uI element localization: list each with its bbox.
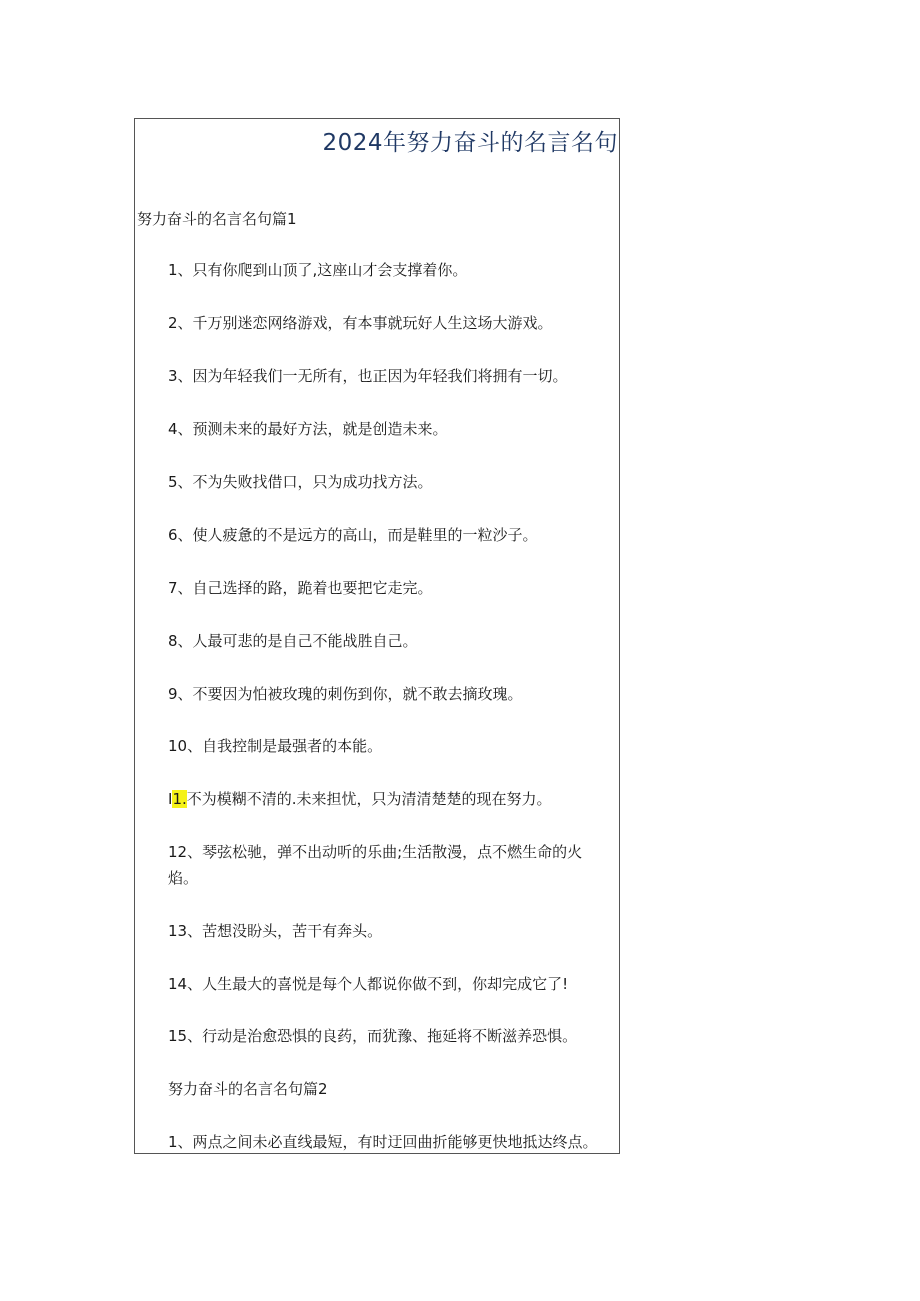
section-heading-2: 努力奋斗的名言名句篇2	[168, 1080, 328, 1098]
list-item: 13、苦想没盼头，苦干有奔头。	[168, 922, 383, 940]
list-item: 1、只有你爬到山顶了,这座山才会支撑着你。	[168, 261, 468, 279]
list-item: 7、自己选择的路，跪着也要把它走完。	[168, 579, 433, 597]
highlighted-text: 1.	[172, 790, 187, 808]
section-heading-1: 努力奋斗的名言名句篇1	[137, 210, 297, 228]
list-item: 1、两点之间未必直线最短，有时迂回曲折能够更快地抵达终点。	[168, 1133, 598, 1151]
list-item: 15、行动是治愈恐惧的良药，而犹豫、拖延将不断滋养恐惧。	[168, 1027, 578, 1045]
item-prefix: I	[168, 790, 173, 808]
item-text: 不为模糊不清的.未来担忧，只为清清楚楚的现在努力。	[186, 790, 552, 808]
list-item: 4、预测未来的最好方法，就是创造未来。	[168, 420, 448, 438]
list-item: 5、不为失败找借口，只为成功找方法。	[168, 473, 433, 491]
list-item: 3、因为年轻我们一无所有，也正因为年轻我们将拥有一切。	[168, 367, 568, 385]
list-item: 14、人生最大的喜悦是每个人都说你做不到，你却完成它了!	[168, 975, 569, 993]
list-item: 2、千万别迷恋网络游戏，有本事就玩好人生这场大游戏。	[168, 314, 553, 332]
list-item: 9、不要因为怕被玫瑰的刺伤到你，就不敢去摘玫瑰。	[168, 685, 523, 703]
list-item: 8、人最可悲的是自己不能战胜自己。	[168, 632, 418, 650]
list-item: 10、自我控制是最强者的本能。	[168, 737, 383, 755]
list-item: 12、琴弦松驰，弹不出动听的乐曲;生活散漫，点不燃生命的火焰。	[168, 843, 583, 887]
document-title: 2024年努力奋斗的名言名句	[322, 130, 618, 156]
list-item: 6、使人疲惫的不是远方的高山，而是鞋里的一粒沙子。	[168, 526, 538, 544]
list-item-11	[168, 786, 552, 812]
